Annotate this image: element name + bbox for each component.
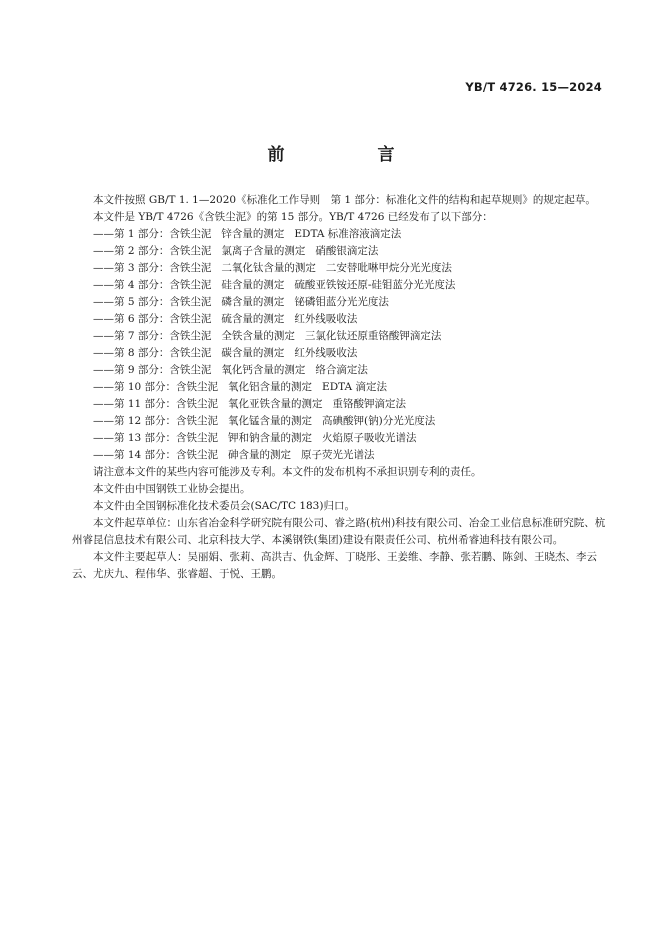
list-item: ——第 2 部分：含铁尘泥 氯离子含量的测定 硝酸银滴定法 [93, 245, 379, 257]
list-item: ——第 8 部分：含铁尘泥 碳含量的测定 红外线吸收法 [93, 347, 358, 359]
list-item: ——第 3 部分：含铁尘泥 二氧化钛含量的测定 二安替吡啉甲烷分光光度法 [93, 262, 452, 274]
list-item: ——第 6 部分：含铁尘泥 硫含量的测定 红外线吸收法 [93, 313, 358, 325]
patent-notice: 请注意本文件的某些内容可能涉及专利。本文件的发布机构不承担识别专利的责任。 [93, 466, 482, 478]
intro-paragraph-2: 本文件是 YB/T 4726《含铁尘泥》的第 15 部分。YB/T 4726 已经发布了以下部分： [93, 211, 493, 223]
proposer-statement: 本文件由中国钢铁工业协会提出。 [93, 483, 251, 495]
list-item: ——第 7 部分：含铁尘泥 全铁含量的测定 三氯化钛还原重铬酸钾滴定法 [93, 330, 442, 342]
drafting-units: 本文件起草单位：山东省冶金科学研究院有限公司、睿之路(杭州)科技有限公司、冶金工业信息标准研究院、杭州睿昆信息技术有限公司、北京科技大学、本溪钢铁(集团)建设有限责任公司、杭州希睿迪科技有限公司。 [72, 517, 606, 546]
centralized-statement: 本文件由全国钢标准化技术委员会(SAC/TC 183)归口。 [93, 500, 355, 512]
intro-paragraph-1: 本文件按照 GB/T 1. 1—2020《标准化工作导则 第 1 部分：标准化文件的结构和起草规则》的规定起草。 [93, 194, 596, 206]
list-item: ——第 9 部分：含铁尘泥 氧化钙含量的测定 络合滴定法 [93, 364, 368, 376]
list-item: ——第 14 部分：含铁尘泥 砷含量的测定 原子荧光光谱法 [93, 449, 375, 461]
list-item: ——第 11 部分：含铁尘泥 氧化亚铁含量的测定 重铬酸钾滴定法 [93, 398, 407, 410]
document-code: YB/T 4726. 15—2024 [465, 80, 602, 94]
list-item: ——第 10 部分：含铁尘泥 氧化铝含量的测定 EDTA 滴定法 [93, 381, 387, 393]
drafters: 本文件主要起草人：吴丽娟、张莉、高洪吉、仇金辉、丁晓彤、王姜维、李静、张若鹏、陈剑、王晓杰、李云云、尤庆九、程伟华、张睿超、于悦、王鹏。 [72, 551, 597, 580]
page-title: 前 言 [267, 145, 433, 165]
list-item: ——第 13 部分：含铁尘泥 钾和钠含量的测定 火焰原子吸收光谱法 [93, 432, 417, 444]
list-item: ——第 12 部分：含铁尘泥 氧化锰含量的测定 高碘酸钾(钠)分光光度法 [93, 415, 436, 427]
list-item: ——第 5 部分：含铁尘泥 磷含量的测定 铋磷钼蓝分光光度法 [93, 296, 389, 308]
list-item: ——第 1 部分：含铁尘泥 锌含量的测定 EDTA 标准溶液滴定法 [93, 228, 402, 240]
parts-list [72, 226, 607, 464]
preface-body [72, 192, 607, 583]
list-item: ——第 4 部分：含铁尘泥 硅含量的测定 硫酸亚铁铵还原-硅钼蓝分光光度法 [93, 279, 456, 291]
